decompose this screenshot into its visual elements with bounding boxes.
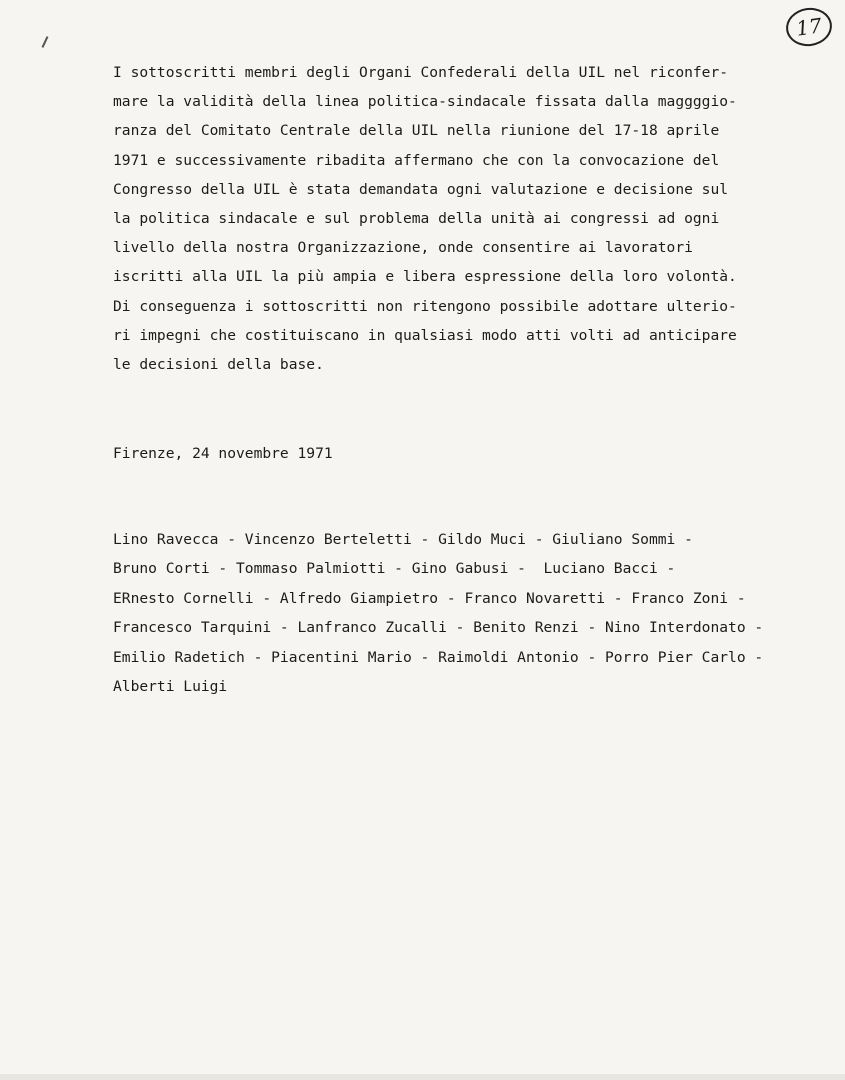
- body-line: la politica sindacale e sul problema della unità ai congressi ad ogni: [113, 210, 720, 228]
- body-line: ranza del Comitato Centrale della UIL nella riunione del 17-18 aprile: [113, 122, 720, 140]
- signatory-line: ERnesto Cornelli - Alfredo Giampietro - Franco Novaretti - Franco Zoni -: [113, 589, 746, 607]
- body-line: Congresso della UIL è stata demandata ogni valutazione e decisione sul: [113, 180, 729, 198]
- pencil-mark: [42, 36, 49, 48]
- place-date: Firenze, 24 novembre 1971: [113, 445, 333, 462]
- body-line: 1971 e successivamente ribadita affermano che con la convocazione del: [113, 151, 720, 169]
- signatory-line: Lino Ravecca - Vincenzo Berteletti - Gildo Muci - Giuliano Sommi -: [113, 531, 693, 548]
- body-line: Di conseguenza i sottoscritti non ritengono possibile adottare ulterio-: [113, 297, 737, 315]
- body-line: I sottoscritti membri degli Organi Confederali della UIL nel riconfer-: [113, 64, 729, 81]
- signatory-line: Emilio Radetich - Piacentini Mario - Raimoldi Antonio - Porro Pier Carlo -: [113, 648, 764, 666]
- body-line: livello della nostra Organizzazione, onde consentire ai lavoratori: [113, 239, 693, 257]
- body-line: iscritti alla UIL la più ampia e libera espressione della loro volontà.: [113, 268, 737, 286]
- body-line: le decisioni della base.: [113, 356, 324, 374]
- signatory-list: [113, 525, 838, 701]
- signatory-line: Bruno Corti - Tommaso Palmiotti - Gino Gabusi - Luciano Bacci -: [113, 560, 676, 578]
- body-line: ri impegni che costituiscano in qualsiasi modo atti volti ad anticipare: [113, 326, 737, 344]
- page-number: 17: [784, 5, 835, 49]
- scan-edge: [0, 1074, 845, 1080]
- body-line: mare la validità della linea politica-sindacale fissata dalla maggggio-: [113, 93, 737, 111]
- signatory-line: Francesco Tarquini - Lanfranco Zucalli - Benito Renzi - Nino Interdonato -: [113, 619, 764, 637]
- body-paragraph: [113, 58, 813, 379]
- signatory-line: Alberti Luigi: [113, 678, 228, 696]
